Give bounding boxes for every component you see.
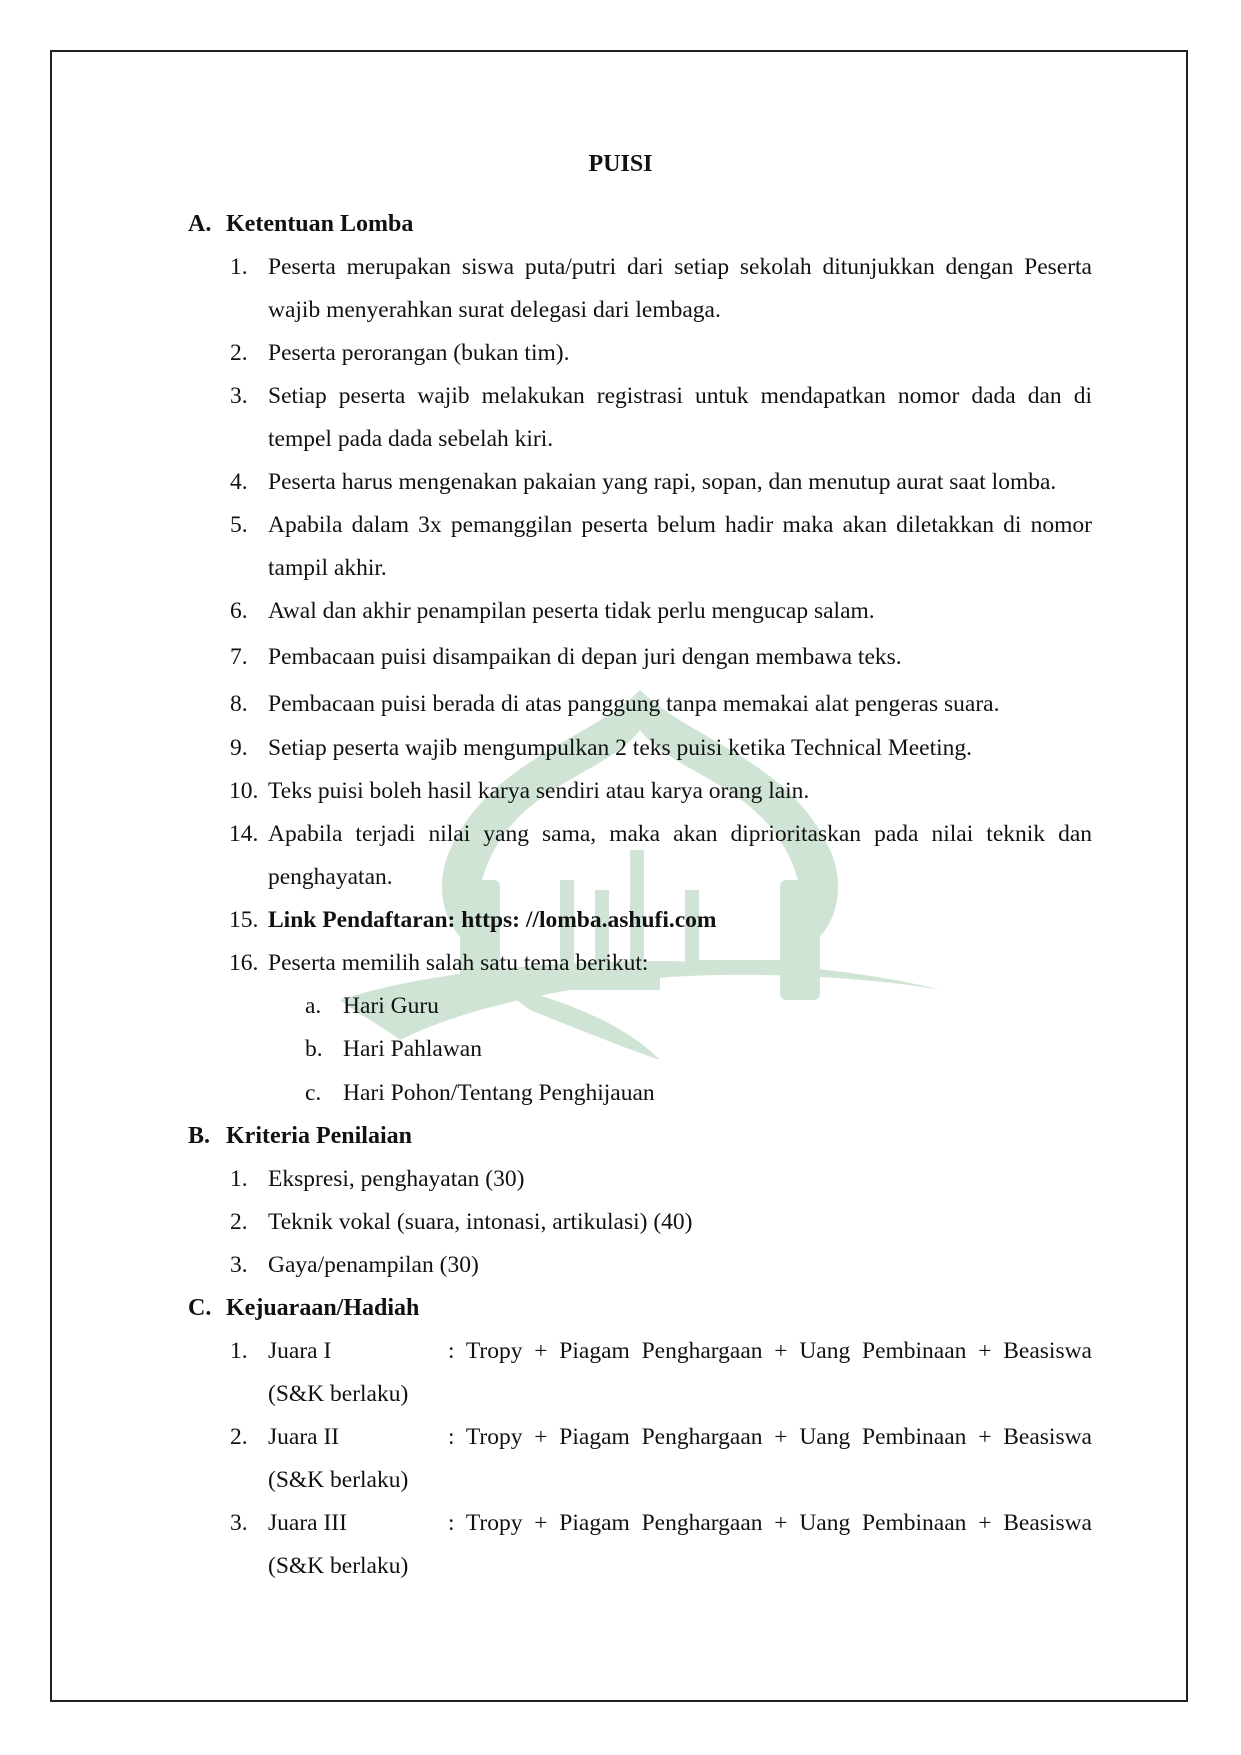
list-number: 14. (229, 821, 259, 847)
list-number: 1. (230, 1338, 248, 1364)
list-number: 15. (229, 907, 259, 933)
list-item-text-cont: penghayatan. (268, 864, 393, 890)
list-item-text: Setiap peserta wajib melakukan registrasi untuk mendapatkan nomor dada dan di (268, 383, 1092, 409)
section-b-heading (188, 1121, 412, 1151)
list-item-text: Pembacaan puisi disampaikan di depan juri dengan membawa teks. (268, 644, 902, 670)
list-number: 9. (230, 735, 248, 761)
list-item-text: Peserta perorangan (bukan tim). (268, 340, 570, 366)
prize-value: : Tropy + Piagam Penghargaan + Uang Pembinaan + Beasiswa (448, 1510, 1092, 1536)
list-item-text: Teknik vokal (suara, intonasi, artikulasi) (40) (268, 1209, 693, 1235)
section-letter: C. (188, 1295, 212, 1321)
prize-value: : Tropy + Piagam Penghargaan + Uang Pembinaan + Beasiswa (448, 1424, 1092, 1450)
list-item-text: Peserta memilih salah satu tema berikut: (268, 950, 649, 976)
list-number: 10. (229, 778, 259, 804)
page-title: PUISI (588, 151, 653, 177)
prize-terms: (S&K berlaku) (268, 1381, 409, 1407)
theme-letter: c. (305, 1080, 322, 1106)
section-title: Kejuaraan/Hadiah (226, 1295, 420, 1321)
prize-value: : Tropy + Piagam Penghargaan + Uang Pembinaan + Beasiswa (448, 1338, 1092, 1364)
list-number: 3. (230, 1510, 248, 1536)
prize-label: Juara I (268, 1338, 332, 1364)
list-item-text: Ekspresi, penghayatan (30) (268, 1166, 525, 1192)
list-item-text-cont: tempel pada dada sebelah kiri. (268, 426, 554, 452)
list-number: 4. (230, 469, 248, 495)
registration-link[interactable]: Link Pendaftaran: https: //lomba.ashufi.com (268, 907, 717, 933)
list-number: 2. (230, 1424, 248, 1450)
section-letter: B. (188, 1123, 211, 1149)
list-number: 8. (230, 691, 248, 717)
list-item-text: Pembacaan puisi berada di atas panggung tanpa memakai alat pengeras suara. (268, 691, 1000, 717)
prize-label: Juara II (268, 1424, 340, 1450)
list-number: 16. (229, 950, 259, 976)
list-item-text: Peserta harus mengenakan pakaian yang rapi, sopan, dan menutup aurat saat lomba. (268, 469, 1057, 495)
prize-label: Juara III (268, 1510, 347, 1536)
section-title: Kriteria Penilaian (226, 1123, 412, 1149)
list-number: 6. (230, 598, 248, 624)
list-item-text: Awal dan akhir penampilan peserta tidak perlu mengucap salam. (268, 598, 875, 624)
list-item-text-cont: tampil akhir. (268, 555, 387, 581)
list-number: 1. (230, 1166, 248, 1192)
list-item-text: Peserta merupakan siswa puta/putri dari setiap sekolah ditunjukkan dengan Peserta (268, 254, 1092, 280)
list-item-text: Setiap peserta wajib mengumpulkan 2 teks puisi ketika Technical Meeting. (268, 735, 973, 761)
theme-letter: b. (305, 1036, 323, 1062)
list-item-text: Teks puisi boleh hasil karya sendiri atau karya orang lain. (268, 778, 810, 804)
section-letter: A. (188, 211, 212, 237)
theme-letter: a. (305, 993, 322, 1019)
list-number: 2. (230, 340, 248, 366)
section-c-heading (188, 1293, 419, 1323)
prize-terms: (S&K berlaku) (268, 1467, 409, 1493)
list-item-text-cont: wajib menyerahkan surat delegasi dari lembaga. (268, 297, 721, 323)
list-number: 1. (230, 254, 248, 280)
theme-text: Hari Pohon/Tentang Penghijauan (343, 1080, 655, 1106)
theme-text: Hari Pahlawan (343, 1036, 482, 1062)
list-item-text: Apabila dalam 3x pemanggilan peserta belum hadir maka akan diletakkan di nomor (268, 512, 1092, 538)
list-item-text: Gaya/penampilan (30) (268, 1252, 479, 1278)
theme-text: Hari Guru (343, 993, 439, 1019)
list-number: 7. (230, 644, 248, 670)
list-item-text: Apabila terjadi nilai yang sama, maka akan diprioritaskan pada nilai teknik dan (268, 821, 1092, 847)
list-number: 3. (230, 1252, 248, 1278)
list-number: 5. (230, 512, 248, 538)
prize-terms: (S&K berlaku) (268, 1553, 409, 1579)
list-number: 2. (230, 1209, 248, 1235)
list-number: 3. (230, 383, 248, 409)
section-a-heading (188, 209, 413, 239)
section-title: Ketentuan Lomba (226, 211, 414, 237)
